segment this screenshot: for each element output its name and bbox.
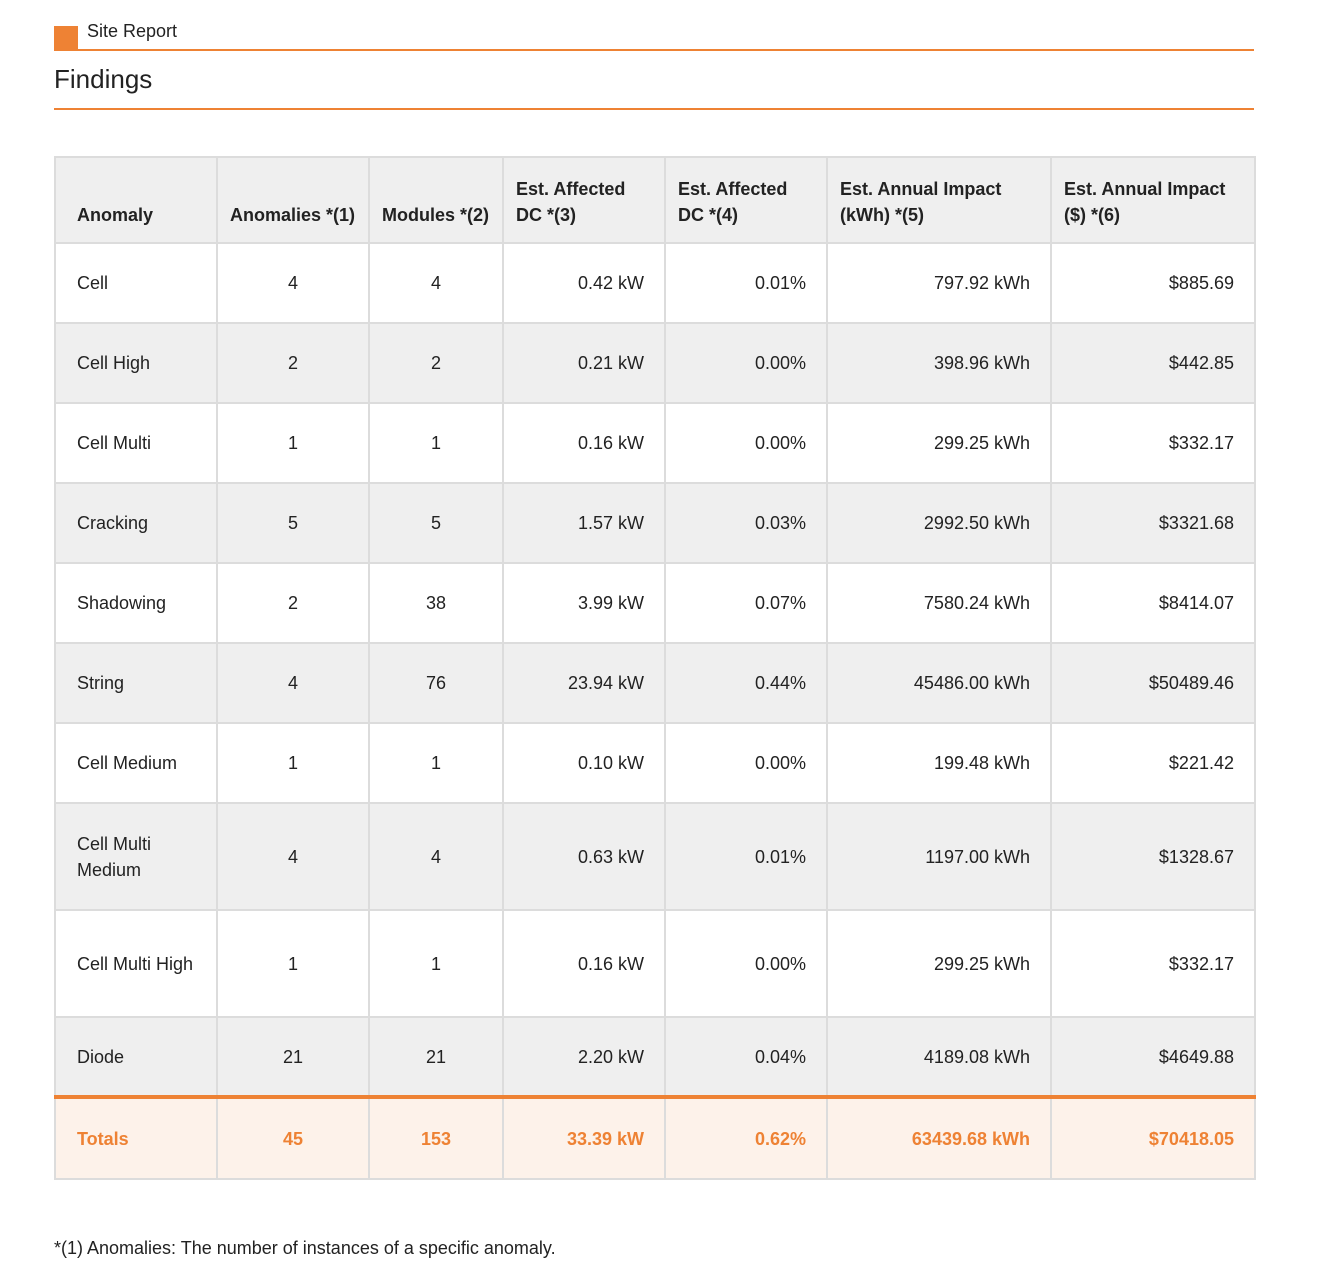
column-header-annual-impact-usd: Est. Annual Impact ($) *(6) [1051,157,1255,243]
totals-affected-dc-kw: 33.39 kW [503,1097,665,1179]
column-header-affected-dc-kw: Est. Affected DC *(3) [503,157,665,243]
modules-count-cell: 38 [369,563,503,643]
affected-dc-kw-cell: 0.10 kW [503,723,665,803]
annual-impact-kwh-cell: 2992.50 kWh [827,483,1051,563]
anomalies-count-cell: 5 [217,483,369,563]
affected-dc-pct-cell: 0.00% [665,403,827,483]
column-header-anomalies: Anomalies *(1) [217,157,369,243]
affected-dc-pct-cell: 0.00% [665,323,827,403]
modules-count-cell: 1 [369,723,503,803]
totals-row [55,1097,1255,1179]
affected-dc-pct-cell: 0.01% [665,243,827,323]
anomaly-name-cell: String [55,643,217,723]
affected-dc-kw-cell: 0.42 kW [503,243,665,323]
annual-impact-usd-cell: $3321.68 [1051,483,1255,563]
footnote: *(1) Anomalies: The number of instances of a specific anomaly. [54,1238,556,1258]
annual-impact-usd-cell: $885.69 [1051,243,1255,323]
table-row [55,483,1255,563]
annual-impact-usd-cell: $442.85 [1051,323,1255,403]
anomalies-count-cell: 1 [217,910,369,1017]
modules-count-cell: 5 [369,483,503,563]
annual-impact-kwh-cell: 45486.00 kWh [827,643,1051,723]
annual-impact-usd-cell: $332.17 [1051,910,1255,1017]
annual-impact-kwh-cell: 299.25 kWh [827,910,1051,1017]
anomaly-name-cell: Cell Multi High [55,910,217,1017]
anomaly-name-cell: Cell Multi [55,403,217,483]
brand-square-icon [54,26,78,49]
table-row [55,243,1255,323]
affected-dc-pct-cell: 0.04% [665,1017,827,1097]
annual-impact-usd-cell: $50489.46 [1051,643,1255,723]
modules-count-cell: 76 [369,643,503,723]
annual-impact-kwh-cell: 199.48 kWh [827,723,1051,803]
affected-dc-kw-cell: 1.57 kW [503,483,665,563]
report-header [54,18,1254,51]
affected-dc-kw-cell: 2.20 kW [503,1017,665,1097]
table-row [55,1017,1255,1097]
column-header-affected-dc-pct: Est. Affected DC *(4) [665,157,827,243]
column-header-annual-impact-kwh: Est. Annual Impact (kWh) *(5) [827,157,1051,243]
affected-dc-kw-cell: 0.16 kW [503,910,665,1017]
totals-annual-impact-usd: $70418.05 [1051,1097,1255,1179]
anomaly-name-cell: Shadowing [55,563,217,643]
affected-dc-pct-cell: 0.44% [665,643,827,723]
anomalies-count-cell: 21 [217,1017,369,1097]
anomalies-count-cell: 1 [217,403,369,483]
table-header-row [55,157,1255,243]
anomalies-count-cell: 4 [217,243,369,323]
table-row [55,643,1255,723]
affected-dc-kw-cell: 0.21 kW [503,323,665,403]
totals-anomalies: 45 [217,1097,369,1179]
modules-count-cell: 1 [369,403,503,483]
table-row [55,910,1255,1017]
modules-count-cell: 2 [369,323,503,403]
totals-annual-impact-kwh: 63439.68 kWh [827,1097,1051,1179]
anomaly-name-cell: Diode [55,1017,217,1097]
modules-count-cell: 21 [369,1017,503,1097]
anomaly-name-cell: Cracking [55,483,217,563]
annual-impact-usd-cell: $8414.07 [1051,563,1255,643]
affected-dc-kw-cell: 0.63 kW [503,803,665,910]
table-row [55,723,1255,803]
anomaly-name-cell: Cell [55,243,217,323]
anomalies-count-cell: 4 [217,643,369,723]
annual-impact-kwh-cell: 797.92 kWh [827,243,1051,323]
totals-label: Totals [55,1097,217,1179]
affected-dc-pct-cell: 0.07% [665,563,827,643]
affected-dc-pct-cell: 0.00% [665,723,827,803]
table-row [55,323,1255,403]
annual-impact-usd-cell: $221.42 [1051,723,1255,803]
annual-impact-kwh-cell: 299.25 kWh [827,403,1051,483]
annual-impact-usd-cell: $332.17 [1051,403,1255,483]
findings-table [54,156,1256,1180]
column-header-anomaly: Anomaly [55,157,217,243]
modules-count-cell: 4 [369,243,503,323]
anomalies-count-cell: 4 [217,803,369,910]
column-header-modules: Modules *(2) [369,157,503,243]
report-section-label: Site Report [87,21,178,41]
totals-affected-dc-pct: 0.62% [665,1097,827,1179]
annual-impact-usd-cell: $1328.67 [1051,803,1255,910]
anomalies-count-cell: 2 [217,323,369,403]
anomalies-count-cell: 1 [217,723,369,803]
modules-count-cell: 4 [369,803,503,910]
totals-modules: 153 [369,1097,503,1179]
affected-dc-pct-cell: 0.00% [665,910,827,1017]
affected-dc-kw-cell: 3.99 kW [503,563,665,643]
anomaly-name-cell: Cell Multi Medium [55,803,217,910]
table-row [55,563,1255,643]
page-title: Findings [54,63,1254,110]
anomalies-count-cell: 2 [217,563,369,643]
annual-impact-kwh-cell: 1197.00 kWh [827,803,1051,910]
annual-impact-usd-cell: $4649.88 [1051,1017,1255,1097]
table-row [55,803,1255,910]
affected-dc-kw-cell: 23.94 kW [503,643,665,723]
affected-dc-pct-cell: 0.03% [665,483,827,563]
affected-dc-kw-cell: 0.16 kW [503,403,665,483]
modules-count-cell: 1 [369,910,503,1017]
annual-impact-kwh-cell: 398.96 kWh [827,323,1051,403]
anomaly-name-cell: Cell High [55,323,217,403]
annual-impact-kwh-cell: 4189.08 kWh [827,1017,1051,1097]
anomaly-name-cell: Cell Medium [55,723,217,803]
annual-impact-kwh-cell: 7580.24 kWh [827,563,1051,643]
table-row [55,403,1255,483]
affected-dc-pct-cell: 0.01% [665,803,827,910]
